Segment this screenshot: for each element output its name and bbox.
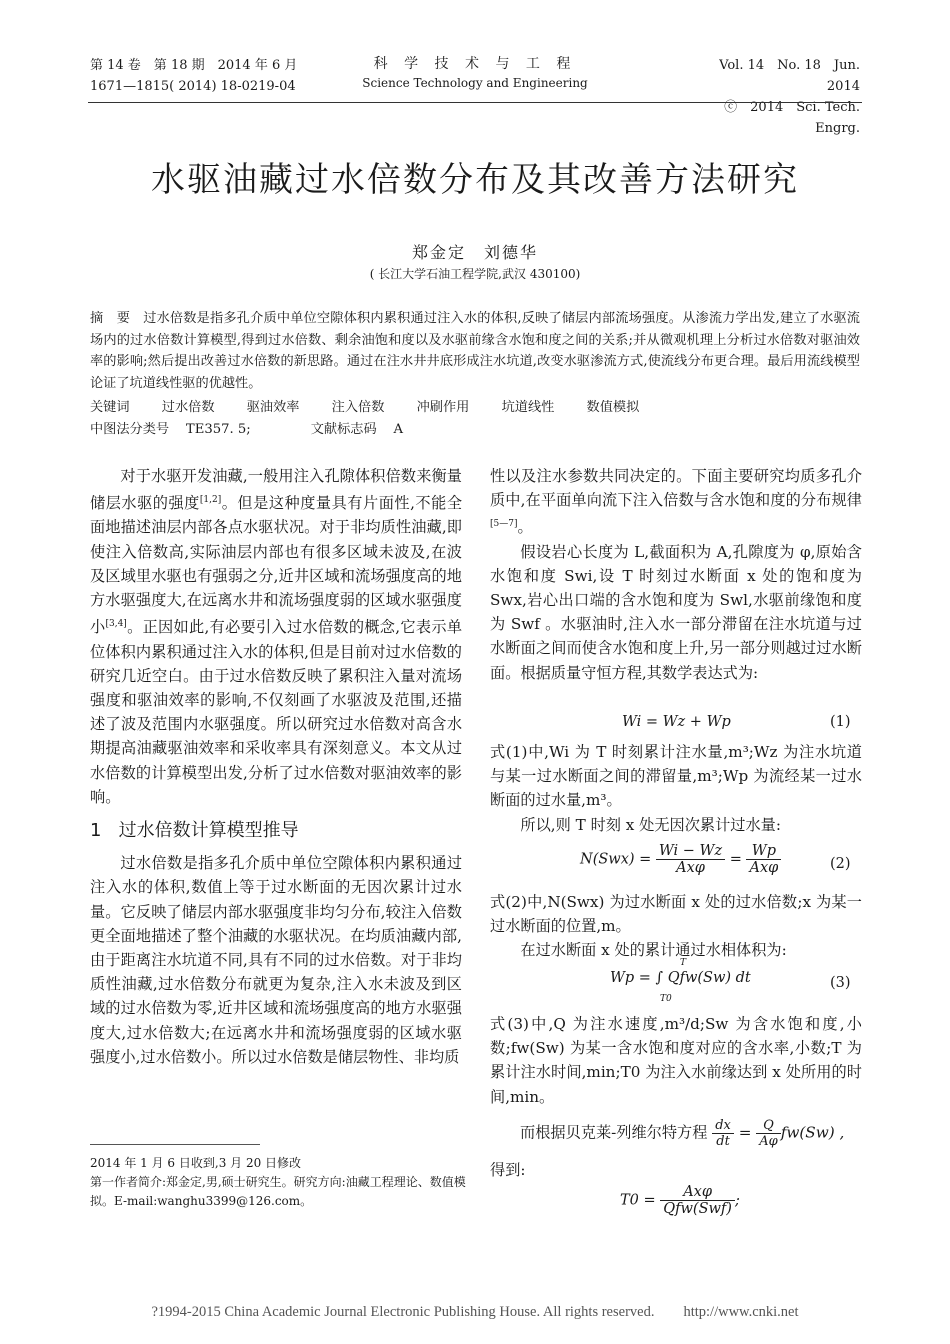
equation-number: (1) — [830, 714, 851, 730]
right-column-result — [490, 1158, 862, 1182]
body-text: 而根据贝克莱-列维尔特方程 — [520, 1123, 708, 1142]
abstract-label: 摘 要 — [90, 311, 131, 326]
equation-number: (2) — [830, 856, 851, 872]
equation-5 — [620, 1184, 740, 1217]
eq2-lhs: N(Swx) = — [580, 851, 652, 868]
footnote-divider — [90, 1144, 260, 1145]
clc-value: TE357. 5; — [185, 422, 251, 437]
authors: 郑金定 刘德华 — [411, 243, 538, 262]
eq-tail: ; — [734, 1192, 740, 1209]
equation-number: (3) — [830, 975, 851, 991]
body-paragraph — [490, 464, 862, 540]
eq-tail: fw(Sw) , — [780, 1123, 845, 1142]
right-column-eq3-desc — [490, 1012, 862, 1109]
body-paragraph: 所以,则 T 时刻 x 处无因次累计过水量: — [520, 815, 781, 834]
body-text: 得到: — [490, 1161, 526, 1179]
fraction — [660, 1184, 735, 1217]
numerator: Axφ — [660, 1184, 735, 1201]
fraction — [746, 843, 781, 876]
abstract-text: 过水倍数是指多孔介质中单位空隙体积内累积通过注入水的体积,反映了储层内部流场强度。从渗流力学出发,建立了水驱流场内的过水倍数计算模型,得到过水倍数、剩余油饱和度以及水驱前缘含水饱和度之间的关系;并从微观机理上分析过水倍数对驱油效率的影响;然后提出改善过水倍数的新思路。通过在注水井井底形成注水坑道,改变水驱渗流方式,使流线分布更合理。最后用流线模型论证了坑道线性驱的优越性。 — [90, 311, 860, 391]
paper-title: 水驱油藏过水倍数分布及其改善方法研究 — [151, 160, 799, 200]
affiliation: ( 长江大学石油工程学院,武汉 430100) — [369, 267, 581, 281]
footnote-received: 2014 年 1 月 6 日收到,3 月 20 日修改 — [90, 1156, 302, 1170]
keyword: 驱油效率 — [246, 400, 300, 415]
numerator: dx — [712, 1118, 734, 1134]
footnote — [90, 1154, 470, 1211]
citation: [1,2] — [199, 495, 222, 506]
section-heading — [90, 819, 462, 843]
journal-issue-info — [90, 55, 297, 97]
keyword: 数值模拟 — [586, 400, 640, 415]
body-paragraph: 在过水断面 x 处的累计通过水相体积为: — [520, 941, 787, 960]
header-divider — [88, 102, 862, 103]
intro-text-2: 。但是这种度量具有片面性,不能全面地描述油层内部各点水驱状况。对于非均质性油藏,即使注入倍数高,实际油层内部也有很多区域未波及,在波及区域里水驱也有强弱之分,近井区域和流场强度高的地方水驱强度大,在远离水井和流场强度弱的区域水驱强度小 — [90, 494, 463, 637]
equation-description: 式(1)中,Wi 为 T 时刻累计注水量,m³;Wz 为注水坑道与某一过水断面之间的滞留量,m³;Wp 为流经某一过水断面的过水量,m³。 — [490, 743, 862, 810]
keyword: 坑道线性 — [501, 400, 555, 415]
equals-sign: = — [729, 851, 742, 868]
journal-name-en: Science Technology and Engineering — [362, 76, 588, 90]
clc-label: 中图法分类号 — [90, 422, 170, 437]
integral-lower-limit: T0 — [660, 994, 672, 1004]
equals-sign: = — [738, 1123, 752, 1142]
right-column-eq1-desc — [490, 740, 862, 837]
denominator: Aφ — [759, 1134, 778, 1149]
denominator: Qfw(Swf) — [663, 1201, 732, 1217]
journal-volume-info — [690, 55, 860, 139]
fraction — [656, 843, 725, 876]
issue-line: 第 14 卷 第 18 期 2014 年 6 月 — [90, 58, 298, 73]
volume-line: Vol. 14 No. 18 Jun. 2014 — [719, 58, 860, 94]
integral-upper-limit: T — [680, 958, 687, 968]
doc-code-label: 文献标志码 — [310, 422, 377, 437]
equation-description: 式(3)中,Q 为注水速度,m³/d;Sw 为含水饱和度,小数;fw(Sw) 为某一含水饱和度对应的含水率,小数;T 为累计注水时间,min;T0 为注入水前缘达到 x 处所用的时间,min。 — [490, 1015, 862, 1106]
keywords-label: 关键词 — [90, 400, 130, 415]
journal-name-cn: 科 学 技 术 与 工 程 — [373, 56, 577, 72]
equation-2 — [580, 843, 781, 876]
section-number: 1 — [90, 819, 102, 841]
copyright-line: ⓒ 2014 Sci. Tech. Engrg. — [724, 100, 860, 136]
denominator: Axφ — [676, 860, 705, 876]
keyword: 注入倍数 — [331, 400, 385, 415]
body-text: 性以及注水参数共同决定的。下面主要研究均质多孔介质中,在平面单向流下注入倍数与含水饱和度的分布规律 — [490, 467, 862, 510]
section-title: 过水倍数计算模型推导 — [118, 819, 299, 841]
numerator: Q — [756, 1118, 781, 1134]
keyword: 过水倍数 — [161, 400, 215, 415]
citation: [3,4] — [105, 619, 127, 630]
right-column-eq2-desc — [490, 890, 862, 963]
journal-name — [330, 53, 620, 90]
equation-1: Wi = Wz + Wp — [622, 714, 731, 730]
body-text-end: 。 — [517, 518, 533, 537]
article-id-line: 1671—1815( 2014) 18-0219-04 — [90, 79, 296, 94]
numerator: Wp — [746, 843, 781, 860]
fraction — [756, 1118, 781, 1149]
body-paragraph: 过水倍数是指多孔介质中单位空隙体积内累积通过注入水的体积,数值上等于过水断面的无因次累计过水量。它反映了储层内部水驱强度非均匀分布,较注入倍数更全面地描述了整个油藏的水驱状况。在均质油藏内部,由于距离注水坑道不同,具有不同的过水倍数。对于非均质性油藏,过水倍数分布就更为复杂,注入水未波及到区域的过水倍数为零,近井区域和流场强度高的地方水驱强度大,过水倍数大;在远离水井和流场强度弱的区域水驱强度小,过水倍数小。所以过水倍数是储层物性、非均质 — [90, 854, 462, 1066]
copyright-footer: ?1994-2015 China Academic Journal Electronic Publishing House. All rights reserved. http://www.cnki.net — [151, 1304, 799, 1320]
classification — [90, 419, 860, 441]
left-column — [90, 464, 462, 1069]
abstract — [90, 308, 860, 394]
denominator: dt — [716, 1134, 730, 1149]
numerator: Wi − Wz — [656, 843, 725, 860]
intro-paragraph — [90, 464, 462, 809]
right-column-top — [490, 464, 862, 685]
doc-code-value: A — [393, 422, 403, 437]
footnote-author: 第一作者简介:郑金定,男,硕士研究生。研究方向:油藏工程理论、数值模拟。E-mail:wanghu3399@126.com。 — [90, 1175, 466, 1208]
eq5-lhs: T0 = — [620, 1192, 656, 1209]
equation-description: 式(2)中,N(Swx) 为过水断面 x 处的过水倍数;x 为某一过水断面的位置,m。 — [490, 893, 862, 936]
keyword: 冲刷作用 — [416, 400, 470, 415]
intro-text-1: 对于水驱开发油藏,一般用注入孔隙体积倍数来衡量储层水驱的强度 — [90, 467, 462, 513]
denominator: Axφ — [749, 860, 779, 876]
keywords — [90, 397, 860, 419]
assumption-paragraph: 假设岩心长度为 L,截面积为 A,孔隙度为 φ,原始含水饱和度 Swi,设 T 时刻过水断面 x 处的饱和度为 Swx,岩心出口端的含水饱和度为 Swl,水驱前缘饱和度为 Swf 。水驱油时,注入水一部分滞留在注水坑道与过水断面之间而使含水饱和度上升,另一部分则越过过水断面。根据质量守恒方程,其数学表达式为: — [490, 542, 862, 682]
buckley-leverett-line — [490, 1118, 870, 1149]
citation: [5—7] — [490, 519, 518, 530]
fraction — [712, 1118, 734, 1149]
intro-text-3: 。正因如此,有必要引入过水倍数的概念,它表示单位体积内累积通过注入水的体积,但是目前对过水倍数的研究几近空白。由于过水倍数反映了累积注入量对流场强度和驱油效率的影响,不仅刻画了水驱波及范围,还描述了波及范围内水驱强度。所以研究过水倍数对高含水期提高油藏驱油效率和采收率具有深刻意义。本文从过水倍数的计算模型出发,分析了过水倍数对驱油效率的影响。 — [90, 618, 463, 806]
equation-3: Wp = ∫ Qfw(Sw) dt — [610, 970, 751, 986]
